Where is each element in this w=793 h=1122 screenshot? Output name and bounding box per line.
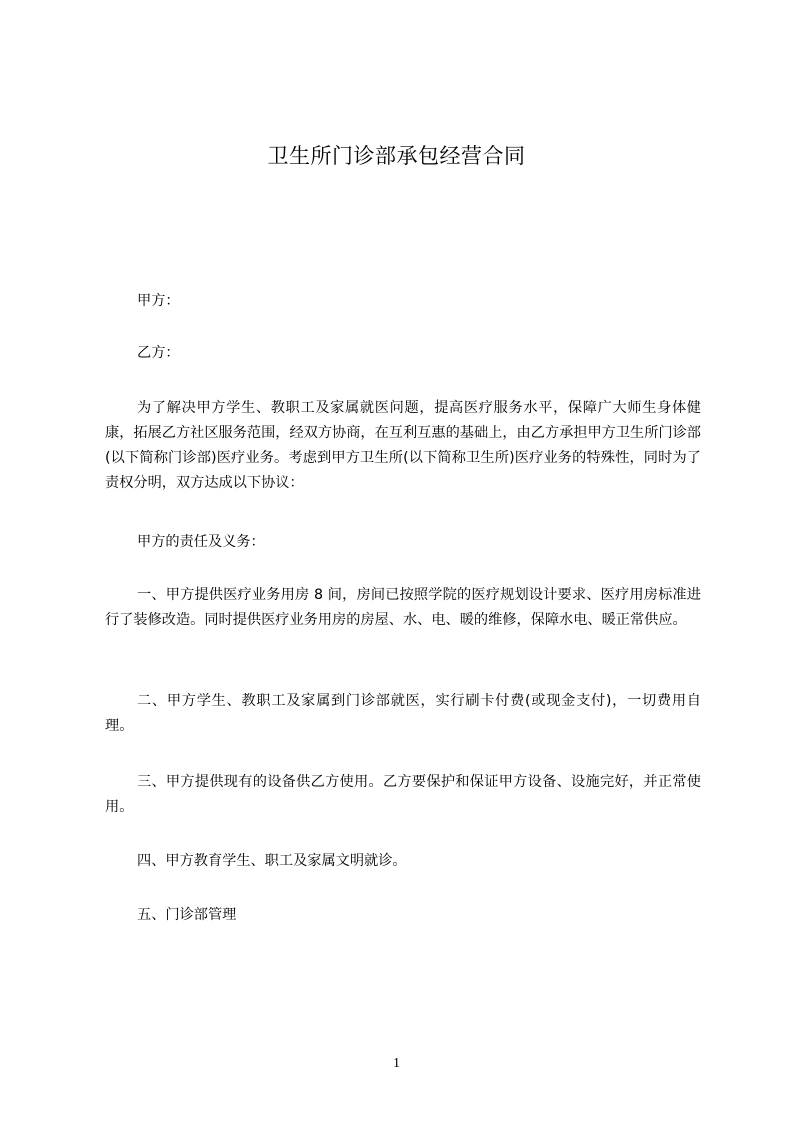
clause-paragraph: 三、甲方提供现有的设备供乙方使用。乙方要保护和保证甲方设备、设施完好，并正常使用。 — [105, 774, 701, 815]
intro-paragraph: 为了解决甲方学生、教职工及家属就医问题，提高医疗服务水平，保障广大师生身体健康，拓展乙方社区服务范围，经双方协商，在互利互惠的基础上，由乙方承担甲方卫生所门诊部(以下简称门诊部)医疗业务。考虑到甲方卫生所(以下简称卫生所)医疗业务的特殊性，同时为了责权分明，双方达成以下协议： — [105, 400, 701, 491]
clause-paragraph: 二、甲方学生、教职工及家属到门诊部就医，实行刷卡付费(或现金支付)，一切费用自理。 — [105, 693, 701, 734]
clause-paragraph: 四、甲方教育学生、职工及家属文明就诊。 — [137, 853, 407, 869]
document-title: 卫生所门诊部承包经营合同 — [267, 144, 526, 168]
section-heading: 甲方的责任及义务： — [137, 534, 265, 550]
party-b-line: 乙方： — [137, 345, 180, 361]
page-number: 1 — [393, 1056, 400, 1071]
clause-paragraph: 一、甲方提供医疗业务用房 8 间，房间已按照学院的医疗规划设计要求、医疗用房标准进行了装修改造。同时提供医疗业务用房的房屋、水、电、暖的维修，保障水电、暖正常供应。 — [105, 587, 701, 628]
party-a-line: 甲方： — [137, 293, 180, 309]
clause-paragraph: 五、门诊部管理 — [137, 907, 237, 923]
